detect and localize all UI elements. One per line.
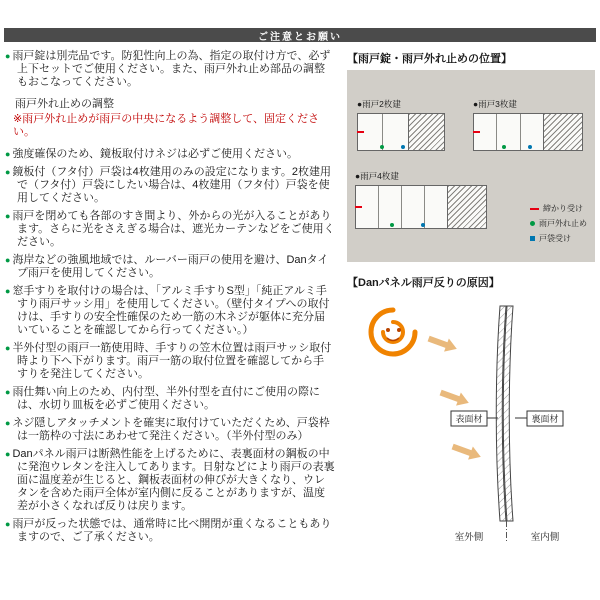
warp-diagram xyxy=(347,294,595,550)
label-outdoor-side: 室外側 xyxy=(454,532,484,543)
shutter-panel xyxy=(402,186,425,228)
note-item xyxy=(5,50,335,89)
note-text: Danパネル雨戸は断熱性能を上げるために、表裏面材の鋼板の中に発泡ウレタンを注入してあります。日射などにより雨戸の表裏面に温度差が生じると、鋼板表面材の伸びが大きくなり、ウレタンを含めた雨戸全体が室内側に反ることがありますが、温度差が小さくなれば反りは戻ります。 xyxy=(12,448,335,512)
position-diagram-box xyxy=(347,70,595,262)
adjust-heading: 雨戸外れ止めの調整 xyxy=(15,98,114,110)
bullet-icon: ● xyxy=(5,387,11,397)
marker-lock-receiver xyxy=(355,206,362,208)
legend-lock-receiver-icon xyxy=(530,208,539,210)
marker-tobukuro-receiver xyxy=(421,223,425,227)
sun-icon xyxy=(371,310,415,354)
legend-item xyxy=(530,218,587,229)
diagram-4mai xyxy=(355,170,487,229)
diagram-column xyxy=(347,50,595,550)
bullet-icon: ● xyxy=(5,449,11,459)
bullet-icon: ● xyxy=(5,418,11,428)
legend xyxy=(530,199,587,248)
bullet-icon: ● xyxy=(5,286,11,296)
shutter-panel xyxy=(425,186,447,228)
marker-tobukuro-receiver xyxy=(528,145,532,149)
note-item xyxy=(5,417,335,443)
shutter-figure xyxy=(355,185,487,229)
notice-header xyxy=(4,28,596,42)
diagram-label: ●雨戸2枚建 xyxy=(357,99,401,109)
label-indoor-side: 室内側 xyxy=(530,532,560,543)
note-item xyxy=(5,342,335,381)
heat-arrow-icon xyxy=(438,386,471,409)
bullet-icon: ● xyxy=(5,211,11,221)
diagram-label: ●雨戸3枚建 xyxy=(473,99,517,109)
note-text: 半外付型の雨戸一筋使用時、手すりの笠木位置は雨戸サッシ取付時より下へ下がります。雨戸一筋の取付位置を確認してから手すりを発注してください。 xyxy=(12,342,332,380)
note-item xyxy=(5,448,335,513)
diagram-3mai xyxy=(473,98,583,151)
marker-detach-stopper xyxy=(390,223,394,227)
diagram-label: ●雨戸4枚建 xyxy=(355,171,399,181)
note-item xyxy=(5,166,335,205)
legend-item xyxy=(530,233,587,244)
legend-label: 戸袋受け xyxy=(539,234,571,243)
bullet-icon: ● xyxy=(5,343,11,353)
shutter-figure xyxy=(357,113,445,151)
label-front-material xyxy=(451,411,498,426)
note-item xyxy=(5,386,335,412)
note-text: 強度確保のため、鏡板取付けネジは必ずご使用ください。 xyxy=(12,148,298,160)
marker-lock-receiver xyxy=(357,131,364,133)
section-title-warp: 【Danパネル雨戸反りの原因】 xyxy=(347,277,500,289)
panel-back-material xyxy=(503,306,513,521)
note-item xyxy=(5,210,335,249)
legend-tobukuro-receiver-icon xyxy=(530,236,535,241)
heat-arrows xyxy=(426,332,483,463)
bullet-icon: ● xyxy=(5,519,11,529)
tobukuro-hatch xyxy=(447,186,486,228)
shutter-panel xyxy=(497,114,520,150)
legend-label: 締かり受け xyxy=(543,204,583,213)
note-text: 雨戸を閉めても各部のすき間より、外からの光が入ることがあります。さらに光をさえぎる場合は、遮光カーテンなどをご使用ください。 xyxy=(12,210,335,248)
warp-diagram-svg xyxy=(347,294,595,550)
note-text: 鏡板付（フタ付）戸袋は4枚建用のみの設定になります。2枚建用で（フタ付）戸袋にしたい場合は、4枚建用（フタ付）戸袋を使用してください。 xyxy=(12,166,332,204)
tobukuro-hatch xyxy=(408,114,444,150)
label-back-material xyxy=(515,411,563,426)
heat-arrow-icon xyxy=(426,332,459,355)
note-item xyxy=(5,518,335,544)
shutter-panel xyxy=(379,186,402,228)
shutter-figure xyxy=(473,113,583,151)
bullet-icon: ● xyxy=(5,167,11,177)
diagram-2mai xyxy=(357,98,445,151)
svg-text:裏面材: 裏面材 xyxy=(531,414,559,424)
note-item xyxy=(5,148,335,161)
note-text: 雨仕舞い向上のため、内付型、半外付型を直付にご使用の際には、水切り皿板を必ずご使用ください。 xyxy=(12,386,320,411)
tobukuro-hatch xyxy=(543,114,582,150)
bullet-icon: ● xyxy=(5,149,11,159)
heat-arrow-icon xyxy=(450,440,483,463)
note-text: 雨戸錠は別売品です。防犯性向上の為、指定の取付け方で、必ず上下セットでご使用ください。また、雨戸外れ止め部品の調整もおこなってください。 xyxy=(12,50,331,88)
legend-detach-stopper-icon xyxy=(530,221,535,226)
notice-header-title: ご注意とお願い xyxy=(258,31,342,43)
bullet-icon: ● xyxy=(5,255,11,265)
note-item xyxy=(5,285,335,337)
note-text: 窓手すりを取付けの場合は、「アルミ手すりS型」「純正アルミ手すり雨戸サッシ用」を使用してください。（壁付タイプへの取付けは、手すりの安全性確保のため一筋の木ネジが躯体に充分届いていることを確認してから行ってください。） xyxy=(12,285,330,336)
bullet-icon: ● xyxy=(5,51,11,61)
note-text: ネジ隠しアタッチメントを確実に取付けていただくため、戸袋枠は一筋枠の寸法にあわせて発注ください。（半外付型のみ） xyxy=(12,417,330,442)
shutter-panel xyxy=(521,114,543,150)
marker-tobukuro-receiver xyxy=(401,145,405,149)
marker-lock-receiver xyxy=(473,131,480,133)
svg-text:表面材: 表面材 xyxy=(455,414,483,424)
legend-item xyxy=(530,203,587,214)
note-text: 海岸などの強風地域では、ルーバー雨戸の使用を避け、Danタイプ雨戸を使用してください。 xyxy=(12,254,329,279)
section-title-position: 【雨戸錠・雨戸外れ止めの位置】 xyxy=(347,53,512,65)
legend-label: 雨戸外れ止め xyxy=(539,219,587,228)
note-text: 雨戸が反った状態では、通常時に比べ開閉が重くなることもありますので、ご了承ください。 xyxy=(12,518,332,543)
note-item xyxy=(5,254,335,280)
adjust-note-red: ※雨戸外れ止めが雨戸の中央になるよう調整して、固定ください。 xyxy=(13,113,319,138)
notes-list xyxy=(5,50,335,550)
